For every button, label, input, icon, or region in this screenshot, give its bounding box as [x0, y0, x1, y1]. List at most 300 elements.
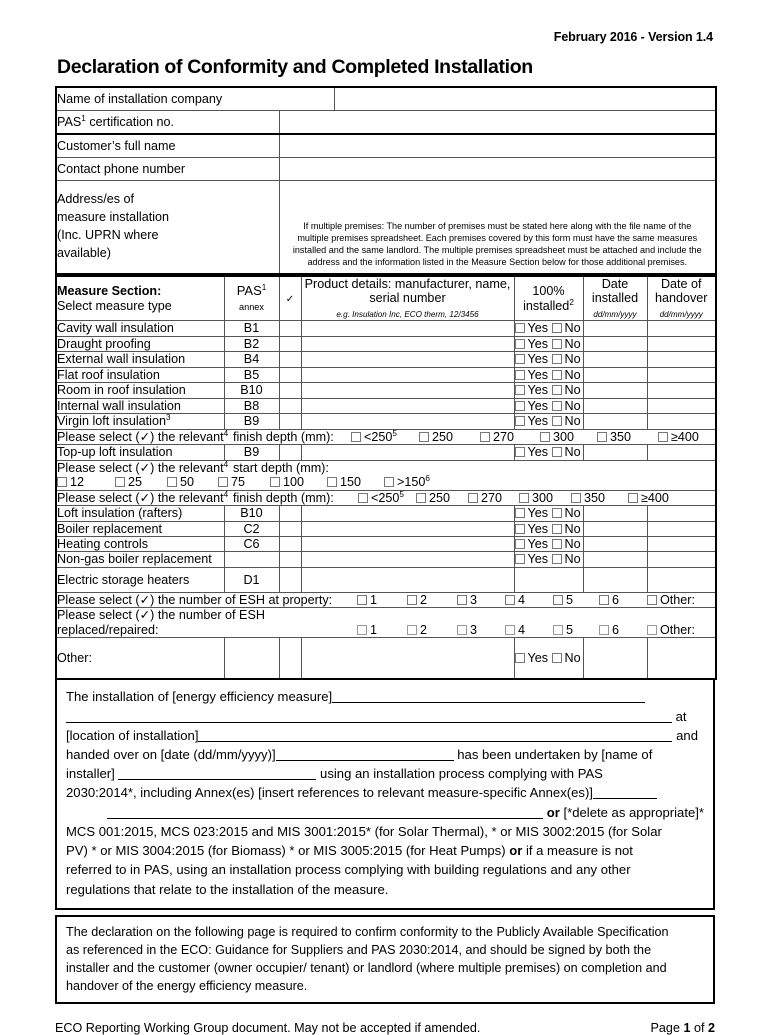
footnote-marker: 1 [261, 282, 267, 292]
measure-annex: D1 [224, 567, 279, 592]
measure-installed-yesno[interactable] [514, 536, 583, 551]
yes-label: Yes [527, 336, 549, 351]
measure-label: External wall insulation [56, 352, 224, 367]
column-header-date-handover [647, 276, 716, 321]
declaration-text: The installation of [energy efficiency measure] [66, 689, 333, 705]
option-ge400[interactable] [658, 430, 699, 444]
declaration-line-11 [66, 880, 704, 899]
option-3[interactable] [457, 593, 505, 607]
company-info-table [55, 86, 717, 275]
checkbox-no[interactable] [552, 508, 562, 518]
measure-installed-yesno[interactable] [514, 445, 583, 460]
checkbox-option[interactable] [407, 595, 417, 605]
option-150[interactable] [327, 475, 384, 489]
measure-annex: B10 [224, 383, 279, 398]
option-label: Other: [660, 592, 695, 607]
no-label: No [564, 398, 581, 413]
checkbox-option[interactable] [407, 625, 417, 635]
checkbox-option[interactable] [57, 477, 67, 487]
checkbox-option[interactable] [270, 477, 280, 487]
measure-date-handover-cell[interactable] [647, 321, 716, 336]
option-270[interactable] [480, 430, 540, 444]
option-label: 1 [370, 622, 378, 637]
option-lt250[interactable] [358, 491, 416, 505]
option-12[interactable] [57, 475, 115, 489]
declaration-line-2 [66, 707, 704, 726]
footnote-marker: 4 [223, 459, 229, 469]
measure-date-handover-cell[interactable] [647, 552, 716, 567]
option-label: 50 [180, 475, 195, 490]
label-address-of-measure-installation [56, 181, 279, 275]
declaration-block [55, 680, 715, 910]
option-50[interactable] [167, 475, 218, 489]
measure-tick-cell[interactable] [279, 383, 301, 398]
checkbox-no[interactable] [552, 416, 562, 426]
note-line-4: handover of the energy efficiency measure. [66, 978, 308, 993]
column-header-pas-annex [224, 276, 279, 321]
checkbox-option[interactable] [505, 595, 515, 605]
measure-product-details-cell[interactable] [301, 506, 514, 521]
measure-label: Top-up loft insulation [56, 445, 224, 460]
measure-date-handover-cell[interactable] [647, 336, 716, 351]
checkbox-option[interactable] [167, 477, 177, 487]
checkbox-no[interactable] [552, 354, 562, 364]
measure-date-handover-cell[interactable] [647, 521, 716, 536]
measure-date-installed-cell[interactable] [583, 536, 647, 551]
option-100[interactable] [270, 475, 327, 489]
measure-installed-yesno[interactable] [514, 638, 583, 680]
yes-label: Yes [527, 445, 549, 460]
measure-product-details-cell[interactable] [301, 638, 514, 680]
declaration-text: handed over on [date (dd/mm/yyyy)] [66, 747, 276, 763]
measure-tick-cell[interactable] [279, 536, 301, 551]
option-300[interactable] [519, 491, 571, 505]
checkbox-option[interactable] [357, 595, 367, 605]
option-300[interactable] [540, 430, 597, 444]
option-label: 350 [610, 429, 632, 444]
measure-product-details-cell[interactable] [301, 536, 514, 551]
option-5[interactable] [553, 623, 599, 637]
field-pas-certification-no[interactable] [279, 111, 716, 135]
table-row [56, 321, 716, 336]
checkbox-option[interactable] [553, 595, 563, 605]
checkbox-option[interactable] [505, 625, 515, 635]
fill-in-blank[interactable] [118, 779, 316, 780]
address-label-line-4: available) [57, 245, 111, 260]
fill-in-blank[interactable] [66, 722, 672, 723]
no-label: No [564, 321, 581, 336]
measure-tick-cell[interactable] [279, 336, 301, 351]
select-row-lead [57, 430, 233, 444]
option-250[interactable] [416, 491, 468, 505]
select-row-options [358, 491, 669, 505]
declaration-text: and [676, 727, 698, 743]
measure-installed-yesno[interactable] [514, 321, 583, 336]
footnote-marker: 2 [569, 297, 574, 307]
checkbox-option[interactable] [647, 595, 657, 605]
fill-in-blank[interactable] [276, 760, 454, 761]
select-row-content[interactable] [56, 429, 716, 444]
option-250[interactable] [419, 430, 480, 444]
table-row [56, 352, 716, 367]
option-6[interactable] [599, 593, 647, 607]
option-6[interactable] [599, 623, 647, 637]
declaration-text: regulations that relate to the installation of the measure. [66, 881, 389, 897]
no-label: No [564, 383, 581, 398]
measure-date-handover-cell[interactable] [647, 567, 716, 592]
checkbox-yes[interactable] [515, 385, 525, 395]
measure-installed-yesno[interactable] [514, 506, 583, 521]
product-details-example: e.g. Insulation Inc, ECO therm, 12/3456 [336, 309, 479, 319]
checkbox-option[interactable] [571, 493, 581, 503]
declaration-text: using an installation process complying with PAS [320, 766, 603, 782]
column-header-tick [279, 276, 301, 321]
label-pas-certification-no: PAS$^1$ certification no. [56, 111, 279, 135]
declaration-text: 2030:2014*, including Annex(es) [insert references to relevant measure-specific Annex(es)] [66, 785, 593, 801]
no-label: No [564, 352, 581, 367]
option-2[interactable] [407, 593, 457, 607]
measure-tick-cell[interactable] [279, 521, 301, 536]
checkbox-option[interactable] [416, 493, 426, 503]
declaration-line-9 [66, 841, 704, 860]
declaration-text: [location of installation] [66, 727, 199, 743]
option-label: 4 [518, 592, 526, 607]
option-ge400[interactable] [628, 491, 669, 505]
no-label: No [564, 521, 581, 536]
option-5[interactable] [553, 593, 599, 607]
measure-product-details-cell[interactable] [301, 321, 514, 336]
field-contact-phone-number[interactable] [279, 158, 716, 181]
measure-date-handover-cell[interactable] [647, 506, 716, 521]
installed-percent: 100% [532, 284, 565, 299]
select-row-virgin-finish-depth [56, 429, 716, 444]
option-1[interactable] [357, 623, 407, 637]
field-customers-full-name[interactable] [279, 134, 716, 158]
checkbox-yes[interactable] [515, 508, 525, 518]
measure-label: Flat roof insulation [56, 367, 224, 382]
option-25[interactable] [115, 475, 167, 489]
yes-label: Yes [527, 367, 549, 382]
option-1[interactable] [357, 593, 407, 607]
measure-product-details-cell[interactable] [301, 383, 514, 398]
measure-date-handover-cell[interactable] [647, 352, 716, 367]
option-label: 250 [429, 490, 451, 505]
measure-label: Cavity wall insulation [56, 321, 224, 336]
select-row-esh-replaced-repaired [56, 608, 716, 638]
measure-label-text: Virgin loft insulation [57, 414, 166, 429]
field-name-of-installation-company[interactable] [334, 87, 716, 111]
checkbox-yes[interactable] [515, 339, 525, 349]
checkbox-yes[interactable] [515, 447, 525, 457]
measure-tick-cell[interactable] [279, 567, 301, 592]
measure-annex: B9 [224, 414, 279, 429]
option-label: 300 [532, 490, 554, 505]
measure-annex: C6 [224, 536, 279, 551]
checkbox-yes[interactable] [515, 653, 525, 663]
page-current: 1 [683, 1020, 691, 1035]
checkbox-option[interactable] [115, 477, 125, 487]
field-address-of-measure-installation[interactable] [279, 181, 716, 275]
option-label: 6 [612, 622, 620, 637]
measure-installed-yesno[interactable] [514, 567, 583, 592]
checkbox-option[interactable] [599, 595, 609, 605]
measure-date-installed-cell[interactable] [583, 567, 647, 592]
measure-installed-yesno[interactable] [514, 383, 583, 398]
measure-annex: B9 [224, 445, 279, 460]
option-label: 1 [370, 592, 378, 607]
checkbox-option[interactable] [457, 625, 467, 635]
option-270[interactable] [468, 491, 519, 505]
checkbox-option[interactable] [540, 432, 550, 442]
measure-date-handover-cell[interactable] [647, 445, 716, 460]
option-label: 250 [432, 429, 454, 444]
measure-product-details-cell[interactable] [301, 398, 514, 413]
measure-product-details-cell[interactable] [301, 336, 514, 351]
measure-installed-yesno[interactable] [514, 352, 583, 367]
select-row-content[interactable] [56, 460, 716, 490]
option-75[interactable] [218, 475, 270, 489]
select-row-content[interactable] [56, 608, 716, 638]
option-label: 270 [481, 490, 503, 505]
measure-date-handover-cell[interactable] [647, 638, 716, 680]
column-header-product-details [301, 276, 514, 321]
select-row-lead-text: Please select (✓) the relevant [57, 490, 224, 505]
measure-date-installed-cell[interactable] [583, 352, 647, 367]
footnote-marker: 5 [399, 489, 404, 499]
checkbox-no[interactable] [552, 370, 562, 380]
yes-label: Yes [527, 383, 549, 398]
measure-date-installed-cell[interactable] [583, 398, 647, 413]
select-row-options [57, 475, 430, 489]
measure-date-installed-cell[interactable] [583, 521, 647, 536]
select-row-lead: Please select (✓) the number of ESH replaced/repaired: [57, 608, 265, 637]
measure-date-installed-cell[interactable] [583, 383, 647, 398]
option-4[interactable] [505, 593, 553, 607]
measure-product-details-cell[interactable] [301, 552, 514, 567]
declaration-line-3 [66, 726, 704, 745]
measure-product-details-cell[interactable] [301, 414, 514, 429]
measure-installed-yesno[interactable] [514, 414, 583, 429]
fill-in-blank[interactable] [198, 741, 672, 742]
declaration-text: has been undertaken by [name of [457, 747, 653, 763]
measure-tick-cell[interactable] [279, 321, 301, 336]
option-label: 25 [128, 475, 143, 490]
checkbox-no[interactable] [552, 539, 562, 549]
no-label: No [564, 367, 581, 382]
checkbox-option[interactable] [419, 432, 429, 442]
checkbox-no[interactable] [552, 653, 562, 663]
checkbox-yes[interactable] [515, 370, 525, 380]
option-label: Other: [660, 622, 695, 637]
measure-product-details-cell[interactable] [301, 352, 514, 367]
checkbox-option[interactable] [351, 432, 361, 442]
measure-date-handover-cell[interactable] [647, 536, 716, 551]
checkbox-option[interactable] [218, 477, 228, 487]
measure-annex: C2 [224, 521, 279, 536]
checkbox-option[interactable] [327, 477, 337, 487]
measure-installed-yesno[interactable] [514, 398, 583, 413]
measure-installed-yesno[interactable] [514, 336, 583, 351]
option-3[interactable] [457, 623, 505, 637]
checkbox-option[interactable] [357, 625, 367, 635]
yes-label: Yes [527, 414, 549, 429]
declaration-line-6 [66, 783, 704, 802]
measure-tick-cell[interactable] [279, 414, 301, 429]
address-label-line-2: measure installation [57, 210, 170, 225]
option-2[interactable] [407, 623, 457, 637]
checkbox-option[interactable] [599, 625, 609, 635]
measure-date-installed-cell[interactable] [583, 638, 647, 680]
select-row-esh-at-property [56, 592, 716, 607]
measure-label [56, 414, 224, 429]
option-label: ≥400 [671, 429, 699, 444]
declaration-line-1 [66, 687, 704, 706]
checkbox-no[interactable] [552, 385, 562, 395]
measure-date-installed-cell[interactable] [583, 367, 647, 382]
date-installed-line1: Date [601, 277, 629, 291]
option-lt250[interactable] [351, 430, 419, 444]
option-other[interactable] [647, 623, 695, 637]
measure-label: Internal wall insulation [56, 398, 224, 413]
no-label: No [564, 336, 581, 351]
checkbox-option[interactable] [628, 493, 638, 503]
footer-left-text: ECO Reporting Working Group document. May not be accepted if amended. [55, 1020, 481, 1035]
measure-date-handover-cell[interactable] [647, 367, 716, 382]
measure-label: Room in roof insulation [56, 383, 224, 398]
select-row-kind: finish depth (mm): [233, 429, 334, 444]
measure-date-installed-cell[interactable] [583, 552, 647, 567]
checkbox-option[interactable] [457, 595, 467, 605]
option-350[interactable] [571, 491, 628, 505]
checkbox-no[interactable] [552, 447, 562, 457]
measure-tick-cell[interactable] [279, 352, 301, 367]
checkbox-yes[interactable] [515, 401, 525, 411]
fill-in-blank[interactable] [593, 798, 657, 799]
measure-tick-cell[interactable] [279, 398, 301, 413]
measure-date-installed-cell[interactable] [583, 414, 647, 429]
address-label-line-1: Address/es of [57, 192, 135, 207]
column-header-date-installed [583, 276, 647, 321]
measure-date-installed-cell[interactable] [583, 445, 647, 460]
product-details-line2: serial number [369, 291, 446, 306]
checkbox-yes[interactable] [515, 554, 525, 564]
footnote-marker: 3 [165, 413, 171, 423]
measure-date-installed-cell[interactable] [583, 321, 647, 336]
fill-in-blank[interactable] [107, 818, 543, 819]
checkbox-yes[interactable] [515, 354, 525, 364]
measure-product-details-cell[interactable] [301, 521, 514, 536]
checkbox-no[interactable] [552, 554, 562, 564]
measure-tick-cell[interactable] [279, 552, 301, 567]
declaration-text: PV) * or MIS 3004:2015 (for Biomass) * or MIS 3005:2015 (for Heat Pumps) [66, 843, 506, 859]
option-label: <250 [364, 429, 393, 444]
option-label: 75 [231, 475, 246, 490]
measure-installed-yesno[interactable] [514, 521, 583, 536]
table-row [56, 367, 716, 382]
measure-date-handover-cell[interactable] [647, 383, 716, 398]
checkbox-option[interactable] [384, 477, 394, 487]
measure-installed-yesno[interactable] [514, 552, 583, 567]
checkbox-yes[interactable] [515, 416, 525, 426]
installed-word: installed [523, 298, 570, 313]
measure-product-details-cell[interactable] [301, 445, 514, 460]
measure-label: Heating controls [56, 536, 224, 551]
measure-product-details-cell[interactable] [301, 367, 514, 382]
checkbox-yes[interactable] [515, 539, 525, 549]
option-4[interactable] [505, 623, 553, 637]
option-label: 6 [612, 592, 620, 607]
table-row [56, 536, 716, 551]
measure-date-handover-cell[interactable] [647, 414, 716, 429]
select-row-content[interactable] [56, 592, 716, 607]
page-footer [55, 1021, 715, 1035]
measure-date-handover-cell[interactable] [647, 398, 716, 413]
version-line: February 2016 - Version 1.4 [553, 30, 713, 44]
footnote-marker: 4 [223, 489, 229, 499]
checkbox-option[interactable] [480, 432, 490, 442]
checkbox-option[interactable] [597, 432, 607, 442]
page-mid: of [690, 1020, 708, 1035]
checkbox-option[interactable] [358, 493, 368, 503]
checkbox-no[interactable] [552, 323, 562, 333]
declaration-text: referred to in PAS, using an installation process complying with building regulations and any other [66, 862, 631, 878]
option-gt150[interactable] [384, 475, 430, 489]
declaration-text-bold: or [509, 843, 523, 859]
checkbox-no[interactable] [552, 339, 562, 349]
measure-tick-cell[interactable] [279, 506, 301, 521]
option-other[interactable] [647, 593, 695, 607]
date-handover-line2: handover [654, 291, 708, 306]
measure-label-other: Other: [56, 638, 224, 680]
checkbox-yes[interactable] [515, 524, 525, 534]
select-row-content[interactable] [56, 490, 716, 505]
option-label: 5 [566, 622, 574, 637]
label-contact-phone-number: Contact phone number [56, 158, 279, 181]
fill-in-blank[interactable] [332, 702, 645, 703]
checkbox-option[interactable] [468, 493, 478, 503]
option-label: 270 [493, 429, 515, 444]
checkbox-option[interactable] [658, 432, 668, 442]
checkbox-no[interactable] [552, 401, 562, 411]
multiple-premises-note: If multiple premises: The number of premises must be stated here along with the file name of the multiple premises spreadsheet. Each premises covered by this form must have the same measures installed and the same landlord. The multiple premises spreadsheet must be attached and include the address and the information listed in the Measure Section below for those additional premises. [292, 221, 702, 267]
measure-date-installed-cell[interactable] [583, 336, 647, 351]
checkbox-yes[interactable] [515, 323, 525, 333]
measure-annex: B4 [224, 352, 279, 367]
declaration-text: installer] [66, 766, 115, 782]
declaration-text: at [675, 708, 687, 724]
measure-label: Draught proofing [56, 336, 224, 351]
checkbox-option[interactable] [553, 625, 563, 635]
checkbox-option[interactable] [647, 625, 657, 635]
label-name-of-installation-company: Name of installation company [56, 87, 334, 111]
checkbox-option[interactable] [519, 493, 529, 503]
measure-product-details-cell[interactable] [301, 567, 514, 592]
measure-installed-yesno[interactable] [514, 367, 583, 382]
option-label: ≥400 [641, 490, 669, 505]
option-350[interactable] [597, 430, 658, 444]
measure-date-installed-cell[interactable] [583, 506, 647, 521]
declaration-text-bold: or [546, 804, 560, 820]
table-row [56, 336, 716, 351]
measure-annex: B10 [224, 506, 279, 521]
option-label: 100 [283, 475, 305, 490]
measure-tick-cell[interactable] [279, 367, 301, 382]
measure-tick-cell[interactable] [279, 445, 301, 460]
select-row-options [357, 593, 695, 607]
option-label: 2 [420, 592, 428, 607]
checkbox-no[interactable] [552, 524, 562, 534]
measure-tick-cell[interactable] [279, 638, 301, 680]
